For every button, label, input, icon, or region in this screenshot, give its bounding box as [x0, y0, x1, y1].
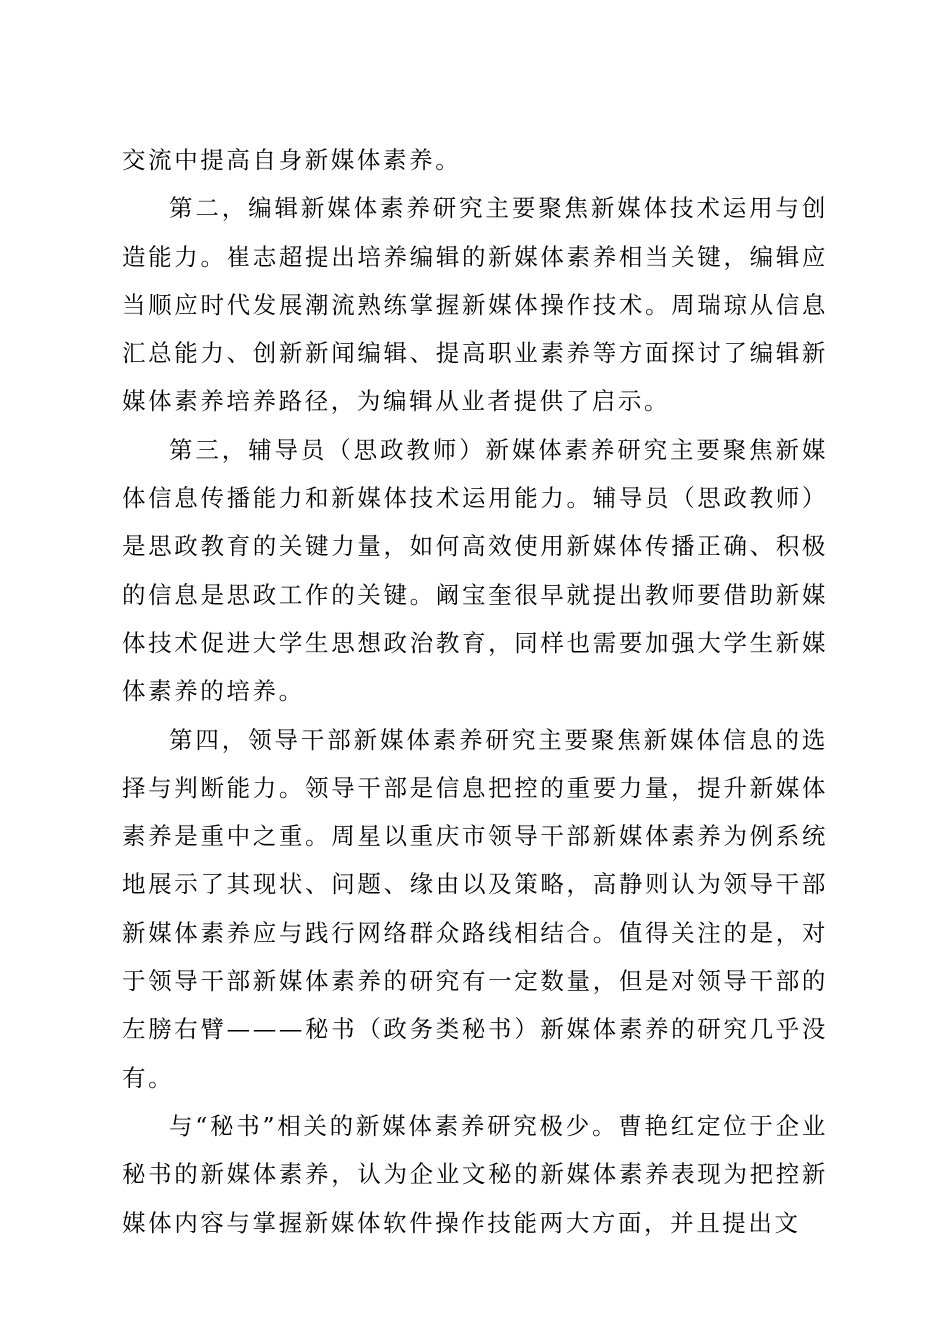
paragraph-counselor: 第三，辅导员（思政教师）新媒体素养研究主要聚焦新媒体信息传播能力和新媒体技术运用能力。辅导员（思政教师）是思政教育的关键力量，如何高效使用新媒体传播正确、积极的信息是思政工作的关键。阚宝奎很早就提出教师要借助新媒体技术促进大学生思想政治教育，同样也需要加强大学生新媒体素养的培养。 [122, 435, 828, 706]
paragraph-editor: 第二，编辑新媒体素养研究主要聚焦新媒体技术运用与创造能力。崔志超提出培养编辑的新媒体素养相当关键，编辑应当顺应时代发展潮流熟练掌握新媒体操作技术。周瑞琼从信息汇总能力、创新新闻编辑、提高职业素养等方面探讨了编辑新媒体素养培养路径，为编辑从业者提供了启示。 [122, 194, 828, 416]
paragraph-leader: 第四，领导干部新媒体素养研究主要聚焦新媒体信息的选择与判断能力。领导干部是信息把控的重要力量，提升新媒体素养是重中之重。周星以重庆市领导干部新媒体素养为例系统地展示了其现状、问题、缘由以及策略，高静则认为领导干部新媒体素养应与践行网络群众路线相结合。值得关注的是，对于领导干部新媒体素养的研究有一定数量，但是对领导干部的左膀右臂———秘书（政务类秘书）新媒体素养的研究几乎没有。 [122, 725, 828, 1092]
body-text [122, 136, 828, 1247]
paragraph-continuation: 交流中提高自身新媒体素养。 [122, 146, 462, 174]
paragraph-secretary: 与“秘书”相关的新媒体素养研究极少。曹艳红定位于企业秘书的新媒体素养，认为企业文秘的新媒体素养表现为把控新媒体内容与掌握新媒体软件操作技能两大方面，并且提出文 [122, 1111, 828, 1237]
